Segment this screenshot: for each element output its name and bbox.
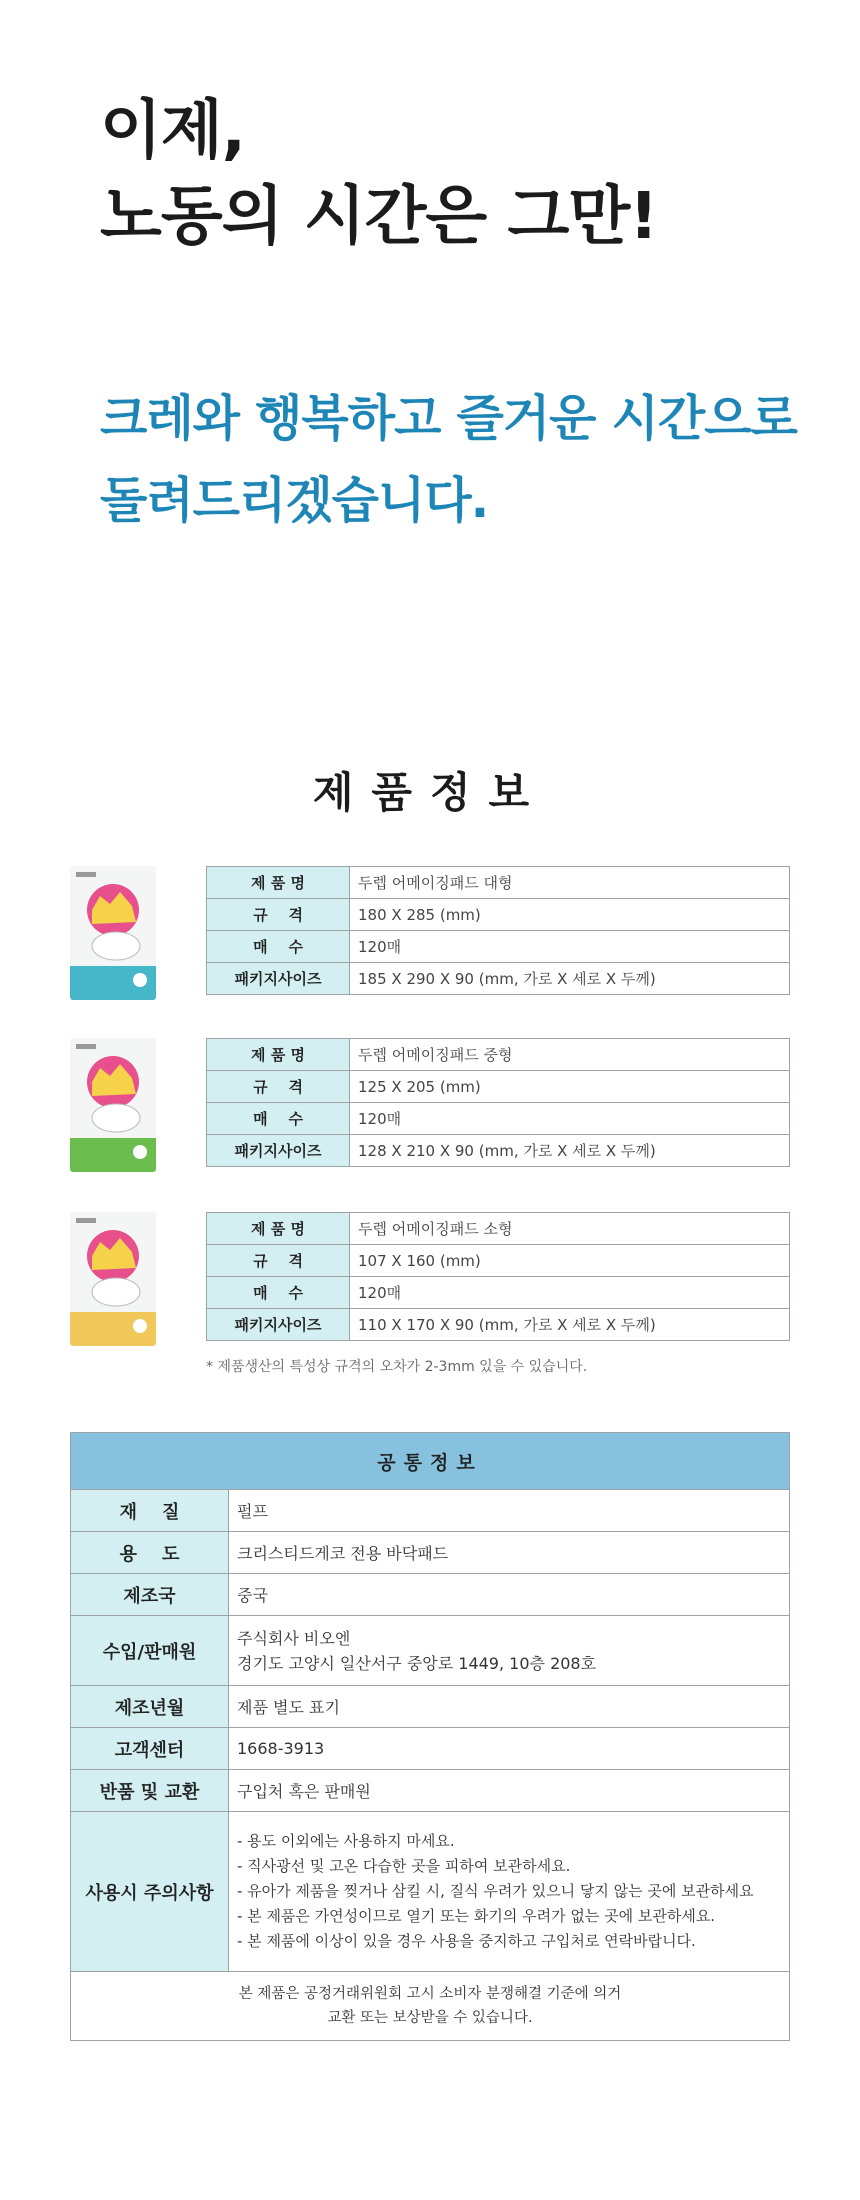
- table-row: [207, 1135, 790, 1167]
- common-value-importer: [229, 1616, 790, 1686]
- common-value-manufacture-date: 제품 별도 표기: [229, 1686, 790, 1728]
- common-label-importer: 수입/판매원: [71, 1616, 229, 1686]
- table-row: [71, 1574, 790, 1616]
- spec-label-package: 패키지사이즈: [207, 963, 350, 995]
- caution-item: - 유아가 제품을 찢거나 삼킬 시, 질식 우려가 있으니 닿지 않는 곳에 보관하세요: [237, 1882, 754, 1900]
- caution-item: - 직사광선 및 고온 다습한 곳을 피하여 보관하세요.: [237, 1857, 571, 1875]
- table-row: [71, 1972, 790, 2041]
- common-info-table: [70, 1432, 790, 2041]
- spec-label-size: 규 격: [207, 899, 350, 931]
- pad-package-icon: [70, 1212, 156, 1346]
- table-row: [71, 1686, 790, 1728]
- table-row: [207, 1245, 790, 1277]
- spec-label-count: 매 수: [207, 1277, 350, 1309]
- hero-subtitle-line1: 크레와 행복하고 즐거운 시간으로: [100, 390, 797, 447]
- table-row: [207, 931, 790, 963]
- hero-subtitle: [100, 378, 797, 542]
- table-row: [207, 1213, 790, 1245]
- hero-subtitle-line2: 돌려드리겠습니다.: [100, 472, 489, 529]
- product-medium-image: [70, 1038, 156, 1172]
- spec-value-package: 110 X 170 X 90 (mm, 가로 X 세로 X 두께): [350, 1309, 790, 1341]
- pad-package-icon: [70, 1038, 156, 1172]
- spec-label-name: 제 품 명: [207, 867, 350, 899]
- spec-value-size: 125 X 205 (mm): [350, 1071, 790, 1103]
- common-label-usage: 용 도: [71, 1532, 229, 1574]
- spec-value-size: 180 X 285 (mm): [350, 899, 790, 931]
- hero-title-line1: 이제,: [100, 94, 245, 168]
- table-row: [71, 1490, 790, 1532]
- common-value-material: 펄프: [229, 1490, 790, 1532]
- table-row: [71, 1770, 790, 1812]
- spec-value-package: 128 X 210 X 90 (mm, 가로 X 세로 X 두께): [350, 1135, 790, 1167]
- common-label-return: 반품 및 교환: [71, 1770, 229, 1812]
- table-row: [207, 1309, 790, 1341]
- dispute-notice-line2: 교환 또는 보상받을 수 있습니다.: [327, 2010, 533, 2026]
- spec-label-name: 제 품 명: [207, 1039, 350, 1071]
- product-large-image: [70, 866, 156, 1000]
- spec-value-count: 120매: [350, 1277, 790, 1309]
- table-row: [207, 963, 790, 995]
- spec-value-name: 두렙 어메이징패드 중형: [350, 1039, 790, 1071]
- common-label-caution: 사용시 주의사항: [71, 1812, 229, 1972]
- product-small-image: [70, 1212, 156, 1346]
- tolerance-note: * 제품생산의 특성상 규격의 오차가 2-3mm 있을 수 있습니다.: [206, 1359, 588, 1375]
- common-label-material: 재 질: [71, 1490, 229, 1532]
- spec-label-size: 규 격: [207, 1245, 350, 1277]
- common-value-caution: [229, 1812, 790, 1972]
- product-info-title: 제품정보: [312, 768, 548, 817]
- common-label-customer-center: 고객센터: [71, 1728, 229, 1770]
- spec-label-count: 매 수: [207, 1103, 350, 1135]
- spec-label-count: 매 수: [207, 931, 350, 963]
- dispute-notice-line1: 본 제품은 공정거래위원회 고시 소비자 분쟁해결 기준에 의거: [238, 1986, 622, 2002]
- table-row: [71, 1812, 790, 1972]
- spec-value-name: 두렙 어메이징패드 대형: [350, 867, 790, 899]
- table-row: [207, 899, 790, 931]
- caution-item: - 본 제품은 가연성이므로 열기 또는 화기의 우려가 없는 곳에 보관하세요.: [237, 1907, 716, 1925]
- table-row: [71, 1433, 790, 1490]
- table-row: [207, 1103, 790, 1135]
- caution-item: - 본 제품에 이상이 있을 경우 사용을 중지하고 구입처로 연락바랍니다.: [237, 1932, 696, 1950]
- table-row: [207, 867, 790, 899]
- spec-value-count: 120매: [350, 1103, 790, 1135]
- spec-value-size: 107 X 160 (mm): [350, 1245, 790, 1277]
- pad-package-icon: [70, 866, 156, 1000]
- common-label-manufacture-date: 제조년월: [71, 1686, 229, 1728]
- caution-item: - 용도 이외에는 사용하지 마세요.: [237, 1832, 455, 1850]
- hero-title-line2: 노동의 시간은 그만!: [100, 180, 658, 254]
- common-value-usage: 크리스티드게코 전용 바닥패드: [229, 1532, 790, 1574]
- spec-value-name: 두렙 어메이징패드 소형: [350, 1213, 790, 1245]
- common-info-title: 공통정보: [71, 1433, 790, 1490]
- common-label-origin: 제조국: [71, 1574, 229, 1616]
- importer-address: 경기도 고양시 일산서구 중앙로 1449, 10층 208호: [237, 1653, 597, 1673]
- table-row: [71, 1532, 790, 1574]
- spec-value-count: 120매: [350, 931, 790, 963]
- dispute-notice: [71, 1972, 790, 2041]
- spec-label-size: 규 격: [207, 1071, 350, 1103]
- spec-label-package: 패키지사이즈: [207, 1309, 350, 1341]
- product-large-spec-table: [206, 866, 790, 995]
- table-row: [207, 1277, 790, 1309]
- spec-label-package: 패키지사이즈: [207, 1135, 350, 1167]
- importer-name: 주식회사 비오엔: [237, 1628, 351, 1648]
- common-value-origin: 중국: [229, 1574, 790, 1616]
- table-row: [71, 1728, 790, 1770]
- table-row: [71, 1616, 790, 1686]
- hero-section: [100, 88, 797, 529]
- spec-label-name: 제 품 명: [207, 1213, 350, 1245]
- table-row: [207, 1071, 790, 1103]
- common-value-customer-center: 1668-3913: [229, 1728, 790, 1770]
- product-medium-spec-table: [206, 1038, 790, 1167]
- table-row: [207, 1039, 790, 1071]
- product-small-spec-table: [206, 1212, 790, 1341]
- common-value-return: 구입처 혹은 판매원: [229, 1770, 790, 1812]
- spec-value-package: 185 X 290 X 90 (mm, 가로 X 세로 X 두께): [350, 963, 790, 995]
